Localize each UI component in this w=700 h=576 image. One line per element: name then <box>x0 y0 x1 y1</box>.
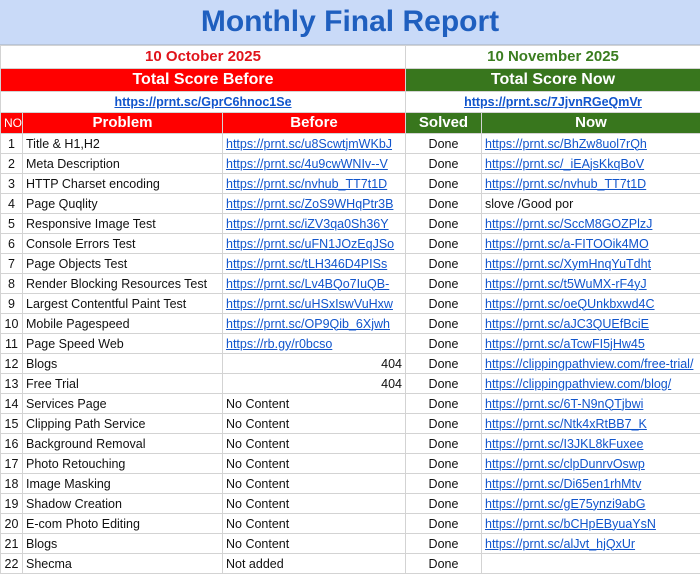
problem-cell[interactable]: Services Page <box>23 394 223 414</box>
problem-cell[interactable]: Clipping Path Service <box>23 414 223 434</box>
band-row <box>1 69 700 92</box>
solved-cell[interactable]: Done <box>406 314 482 334</box>
now-cell[interactable]: https://clippingpathview.com/blog/ <box>482 374 700 394</box>
now-cell[interactable]: https://prnt.sc/oeQUnkbxwd4C <box>482 294 700 314</box>
header-problem[interactable]: Problem <box>23 113 223 134</box>
solved-cell[interactable]: Done <box>406 254 482 274</box>
row-number-cell[interactable]: 14 <box>1 394 23 414</box>
row-number-cell[interactable]: 11 <box>1 334 23 354</box>
solved-cell[interactable]: Done <box>406 334 482 354</box>
header-row <box>1 113 700 134</box>
row-number-cell[interactable]: 8 <box>1 274 23 294</box>
problem-cell[interactable]: Image Masking <box>23 474 223 494</box>
solved-cell[interactable]: Done <box>406 494 482 514</box>
before-cell[interactable]: https://prnt.sc/uHSxIswVuHxw <box>223 294 406 314</box>
row-number-cell[interactable]: 20 <box>1 514 23 534</box>
table-row <box>1 154 700 174</box>
problem-cell[interactable]: Largest Contentful Paint Test <box>23 294 223 314</box>
problem-cell[interactable]: Shadow Creation <box>23 494 223 514</box>
solved-cell[interactable]: Done <box>406 394 482 414</box>
date-row <box>1 46 700 69</box>
now-cell[interactable] <box>482 554 700 574</box>
table-row <box>1 534 700 554</box>
before-cell[interactable]: No Content <box>223 494 406 514</box>
table-row <box>1 314 700 334</box>
report-title: Monthly Final Report <box>200 5 500 38</box>
table-row <box>1 434 700 454</box>
solved-cell[interactable]: Done <box>406 554 482 574</box>
row-number-cell[interactable]: 22 <box>1 554 23 574</box>
now-cell[interactable]: https://prnt.sc/t5WuMX-rF4yJ <box>482 274 700 294</box>
row-number-cell[interactable]: 13 <box>1 374 23 394</box>
problem-cell[interactable]: Page Speed Web <box>23 334 223 354</box>
problem-cell[interactable]: Free Trial <box>23 374 223 394</box>
table-row <box>1 174 700 194</box>
solved-cell[interactable]: Done <box>406 454 482 474</box>
table-row <box>1 214 700 234</box>
solved-cell[interactable]: Done <box>406 534 482 554</box>
before-cell[interactable]: https://prnt.sc/nvhub_TT7t1D <box>223 174 406 194</box>
table-row <box>1 334 700 354</box>
before-cell[interactable]: No Content <box>223 434 406 454</box>
now-cell[interactable]: https://prnt.sc/Ntk4xRtBB7_K <box>482 414 700 434</box>
problem-cell[interactable]: Meta Description <box>23 154 223 174</box>
solved-cell[interactable]: Done <box>406 474 482 494</box>
table-row <box>1 354 700 374</box>
problem-cell[interactable]: Background Removal <box>23 434 223 454</box>
now-cell[interactable]: https://prnt.sc/nvhub_TT7t1D <box>482 174 700 194</box>
solved-cell[interactable]: Done <box>406 434 482 454</box>
table-row <box>1 194 700 214</box>
before-cell[interactable]: https://prnt.sc/tLH346D4PISs <box>223 254 406 274</box>
problem-cell[interactable]: Console Errors Test <box>23 234 223 254</box>
table-row <box>1 374 700 394</box>
table-row <box>1 274 700 294</box>
before-cell[interactable]: https://prnt.sc/uFN1JOzEqJSo <box>223 234 406 254</box>
now-cell[interactable]: https://prnt.sc/a-FITOOik4MO <box>482 234 700 254</box>
solved-cell[interactable]: Done <box>406 294 482 314</box>
solved-cell[interactable]: Done <box>406 154 482 174</box>
solved-cell[interactable]: Done <box>406 214 482 234</box>
now-cell[interactable]: https://clippingpathview.com/free-trial/ <box>482 354 700 374</box>
problem-cell[interactable]: Blogs <box>23 534 223 554</box>
problem-cell[interactable]: Page Objects Test <box>23 254 223 274</box>
header-now[interactable]: Now <box>482 113 700 134</box>
now-cell[interactable]: https://prnt.sc/6T-N9nQTjbwi <box>482 394 700 414</box>
solved-cell[interactable]: Done <box>406 174 482 194</box>
header-solved[interactable]: Solved <box>406 113 482 134</box>
before-cell[interactable]: No Content <box>223 474 406 494</box>
problem-cell[interactable]: Shecma <box>23 554 223 574</box>
before-cell[interactable]: https://rb.gy/r0bcso <box>223 334 406 354</box>
table-row <box>1 494 700 514</box>
before-cell[interactable]: 404 <box>223 354 406 374</box>
row-number-cell[interactable]: 16 <box>1 434 23 454</box>
table-row <box>1 254 700 274</box>
table-row <box>1 394 700 414</box>
table-row <box>1 514 700 534</box>
problem-cell[interactable]: Responsive Image Test <box>23 214 223 234</box>
header-no[interactable]: NO <box>1 113 23 134</box>
score-link-row <box>1 92 700 113</box>
row-number-cell[interactable]: 6 <box>1 234 23 254</box>
score-before-link[interactable]: https://prnt.sc/GprC6hnoc1Se <box>1 92 406 113</box>
row-number-cell[interactable]: 19 <box>1 494 23 514</box>
problem-cell[interactable]: Photo Retouching <box>23 454 223 474</box>
row-number-cell[interactable]: 18 <box>1 474 23 494</box>
row-number-cell[interactable]: 1 <box>1 134 23 154</box>
solved-cell[interactable]: Done <box>406 354 482 374</box>
problem-cell[interactable]: HTTP Charset encoding <box>23 174 223 194</box>
solved-cell[interactable]: Done <box>406 514 482 534</box>
date-now[interactable]: 10 November 2025 <box>406 46 700 69</box>
before-cell[interactable]: No Content <box>223 454 406 474</box>
before-cell[interactable]: https://prnt.sc/4u9cwWNIv--V <box>223 154 406 174</box>
now-cell[interactable]: slove /Good por <box>482 194 700 214</box>
row-number-cell[interactable]: 5 <box>1 214 23 234</box>
total-score-before-band[interactable]: Total Score Before <box>1 69 406 92</box>
now-cell[interactable]: https://prnt.sc/alJvt_hjQxUr <box>482 534 700 554</box>
row-number-cell[interactable]: 2 <box>1 154 23 174</box>
row-number-cell[interactable]: 4 <box>1 194 23 214</box>
before-cell[interactable]: https://prnt.sc/u8ScwtjmWKbJ <box>223 134 406 154</box>
row-number-cell[interactable]: 3 <box>1 174 23 194</box>
row-number-cell[interactable]: 9 <box>1 294 23 314</box>
now-cell[interactable]: https://prnt.sc/SccM8GOZPlzJ <box>482 214 700 234</box>
problem-cell[interactable]: E-com Photo Editing <box>23 514 223 534</box>
table-row <box>1 234 700 254</box>
before-cell[interactable]: No Content <box>223 534 406 554</box>
before-cell[interactable]: No Content <box>223 414 406 434</box>
now-cell[interactable]: https://prnt.sc/aTcwFI5jHw45 <box>482 334 700 354</box>
row-number-cell[interactable]: 7 <box>1 254 23 274</box>
table-row <box>1 474 700 494</box>
before-cell[interactable]: https://prnt.sc/Lv4BQo7IuQB- <box>223 274 406 294</box>
table-row <box>1 294 700 314</box>
table-row <box>1 414 700 434</box>
title-row[interactable] <box>0 0 700 45</box>
problem-cell[interactable]: Blogs <box>23 354 223 374</box>
before-cell[interactable]: Not added <box>223 554 406 574</box>
report-table <box>0 45 700 574</box>
table-row <box>1 134 700 154</box>
now-cell[interactable]: https://prnt.sc/I3JKL8kFuxee <box>482 434 700 454</box>
solved-cell[interactable]: Done <box>406 134 482 154</box>
row-number-cell[interactable]: 17 <box>1 454 23 474</box>
before-cell[interactable]: https://prnt.sc/iZV3qa0Sh36Y <box>223 214 406 234</box>
table-row <box>1 554 700 574</box>
score-now-link[interactable]: https://prnt.sc/7JjvnRGeQmVr <box>406 92 700 113</box>
row-number-cell[interactable]: 15 <box>1 414 23 434</box>
solved-cell[interactable]: Done <box>406 414 482 434</box>
now-cell[interactable]: https://prnt.sc/XymHnqYuTdht <box>482 254 700 274</box>
now-cell[interactable]: https://prnt.sc/aJC3QUEfBciE <box>482 314 700 334</box>
problem-cell[interactable]: Page Quqlity <box>23 194 223 214</box>
solved-cell[interactable]: Done <box>406 194 482 214</box>
now-cell[interactable]: https://prnt.sc/BhZw8uol7rQh <box>482 134 700 154</box>
now-cell[interactable]: https://prnt.sc/clpDunrvOswp <box>482 454 700 474</box>
problem-cell[interactable]: Mobile Pagespeed <box>23 314 223 334</box>
table-row <box>1 454 700 474</box>
now-cell[interactable]: https://prnt.sc/_iEAjsKkqBoV <box>482 154 700 174</box>
row-number-cell[interactable]: 21 <box>1 534 23 554</box>
now-cell[interactable]: https://prnt.sc/bCHpEByuaYsN <box>482 514 700 534</box>
total-score-now-band[interactable]: Total Score Now <box>406 69 700 92</box>
solved-cell[interactable]: Done <box>406 274 482 294</box>
date-before[interactable]: 10 October 2025 <box>1 46 406 69</box>
before-cell[interactable]: No Content <box>223 514 406 534</box>
before-cell[interactable]: 404 <box>223 374 406 394</box>
before-cell[interactable]: No Content <box>223 394 406 414</box>
solved-cell[interactable]: Done <box>406 234 482 254</box>
row-number-cell[interactable]: 12 <box>1 354 23 374</box>
problem-cell[interactable]: Render Blocking Resources Test <box>23 274 223 294</box>
solved-cell[interactable]: Done <box>406 374 482 394</box>
row-number-cell[interactable]: 10 <box>1 314 23 334</box>
before-cell[interactable]: https://prnt.sc/ZoS9WHqPtr3B <box>223 194 406 214</box>
problem-cell[interactable]: Title & H1,H2 <box>23 134 223 154</box>
before-cell[interactable]: https://prnt.sc/OP9Qib_6Xjwh <box>223 314 406 334</box>
now-cell[interactable]: https://prnt.sc/gE75ynzi9abG <box>482 494 700 514</box>
now-cell[interactable]: https://prnt.sc/Di65en1rhMtv <box>482 474 700 494</box>
header-before[interactable]: Before <box>223 113 406 134</box>
